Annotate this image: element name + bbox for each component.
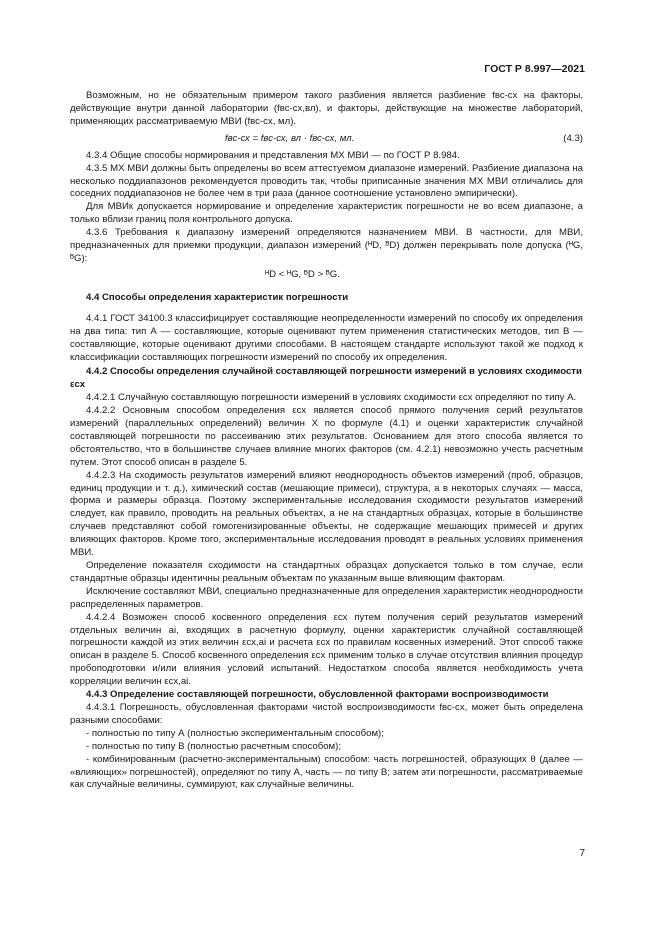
list-item: - комбинированным (расчетно-экспериментальным) способом: часть погрешностей, образующих θ (далее — «влияющих» погрешностей), определяют по типу А, часть — по типу В; затем эти погрешности, рассматриваемые как случайные величины, суммируют, как случайные величины. bbox=[70, 753, 583, 791]
section-heading-4-4-3: 4.4.3 Определение составляющей погрешности, обусловленной факторами воспроизводимости bbox=[86, 689, 549, 701]
formula-range-text: ᴴD < ᴴG, ᴮD > ᴮG. bbox=[265, 268, 340, 280]
standard-header: ГОСТ Р 8.997—2021 bbox=[484, 63, 585, 75]
paragraph: 4.4.2.4 Возможен способ косвенного определения εсх путем получения серий результатов измерений отдельных величин ai, входящих в расчетную формулу, оценки характеристик случайной составляющей погрешности каждой из этих величин εсх,ai и расчета εсх по правилам косвенных измерений. Этот способ также описан в разделе 5. Способ косвенного определения εсх применим только в случае отсутствия влияния процедур пробоподготовки и/или влияния условий испытаний. Недостатком способа является необходимость учета корреляции величин εсх,ai. bbox=[70, 611, 583, 688]
formula-range bbox=[70, 268, 583, 283]
paragraph: Для МВИк допускается нормирование и определение характеристик погрешности не во всем диапазоне, а только вблизи границ поля контрольного допуска. bbox=[70, 201, 583, 226]
paragraph: Возможным, но не обязательным примером такого разбиения является разбиение fвс-сх на факторы, действующие внутри данной лаборатории (fвс-сх,вл), и факторы, действующие на множестве лабораторий, применяющих рассматриваемую МВИ (fвс-сх, мл). bbox=[70, 90, 583, 127]
paragraph: 4.4.2.3 На сходимость результатов измерений влияют неоднородность объектов измерений (проб, образцов, единиц продукции и т. д.), химический состав (мешающие примеси), структура, а в некоторых случаях — масса, форма и размеры образца. Поэтому экспериментальные исследования сходимости результатов измерений следует, как правило, проводить на реальных объектах, а не на стандартных образцах, которые в большинстве случаев представляют собой гомогенизированные объекты, не содержащие мешающих примесей и других влияющих факторов. Кроме того, экспериментальные исследования проводят в реальных условиях применения МВИ. bbox=[70, 469, 583, 559]
paragraph: 4.3.4 Общие способы нормирования и представления МХ МВИ — по ГОСТ Р 8.984. bbox=[86, 149, 460, 161]
formula-number: (4.3) bbox=[563, 132, 583, 144]
paragraph: 4.3.6 Требования к диапазону измерений определяются назначением МВИ. В частности, для МВИ, предназначенных для приемки продукции, диапазон измерений (ᴴD, ᴮD) должен перекрывать поле допуска (ᴴG, ᴮG): bbox=[70, 227, 583, 264]
paragraph: 4.4.2.2 Основным способом определения εсх является способ прямого получения серий результатов измерений (параллельных определений) величин X по формуле (4.1) и оценки характеристик случайной составляющей погрешности по рассеиванию этих результатов. Основанием для этого способа является то обстоятельство, что в большинстве случаев влияние многих факторов (см. 4.2.1) невозможно учесть расчетным путем. Этот способ описан в разделе 5. bbox=[70, 405, 583, 468]
paragraph: 4.4.2.1 Случайную составляющую погрешности измерений в условиях сходимости εсх определяют по типу А. bbox=[86, 392, 577, 404]
formula-text: fвс-сх = fвс-сх, вл · fвс-сх, мл. bbox=[225, 132, 355, 144]
formula-4-3 bbox=[70, 132, 583, 148]
paragraph: 4.3.5 МХ МВИ должны быть определены во всем аттестуемом диапазоне измерений. Разбиение диапазона на несколько поддиапазонов рекомендуется проводить так, чтобы приписанные значения МХ МВИ отличались для соседних поддиапазонов не более чем в три раза (данное соотношение установлено эмпирически). bbox=[70, 162, 583, 200]
section-heading-4-4-2: 4.4.2 Способы определения случайной составляющей погрешности измерений в условиях сходимости εсх bbox=[70, 366, 582, 391]
list-item: - полностью по типу В (полностью расчетным способом); bbox=[86, 740, 342, 752]
paragraph: 4.4.1 ГОСТ 34100.3 классифицирует составляющие неопределенности измерений по способу их определения на два типа: тип А — составляющие, которые оценивают путем применения статистических методов, тип В — составляющие, которые оценивают другими способами. В настоящем стандарте используют такой же подход к классификации составляющих погрешности измерений по способу их определения. bbox=[70, 312, 583, 363]
section-heading-4-4: 4.4 Способы определения характеристик погрешности bbox=[86, 291, 349, 303]
page-content bbox=[70, 90, 583, 792]
paragraph: 4.4.3.1 Погрешность, обусловленная факторами чистой воспроизводимости fвс-сх, может быть определена разными способами: bbox=[70, 701, 583, 726]
paragraph: Определение показателя сходимости на стандартных образцах допускается только в том случае, если стандартные образцы идентичны реальным объектам по указанным выше влияющим факторам. bbox=[70, 560, 583, 584]
paragraph: Исключение составляют МВИ, специально предназначенные для определения характеристик неоднородности распределенных параметров. bbox=[70, 585, 583, 610]
list-item: - полностью по типу А (полностью экспериментальным способом); bbox=[86, 727, 384, 739]
page-number: 7 bbox=[579, 848, 585, 859]
